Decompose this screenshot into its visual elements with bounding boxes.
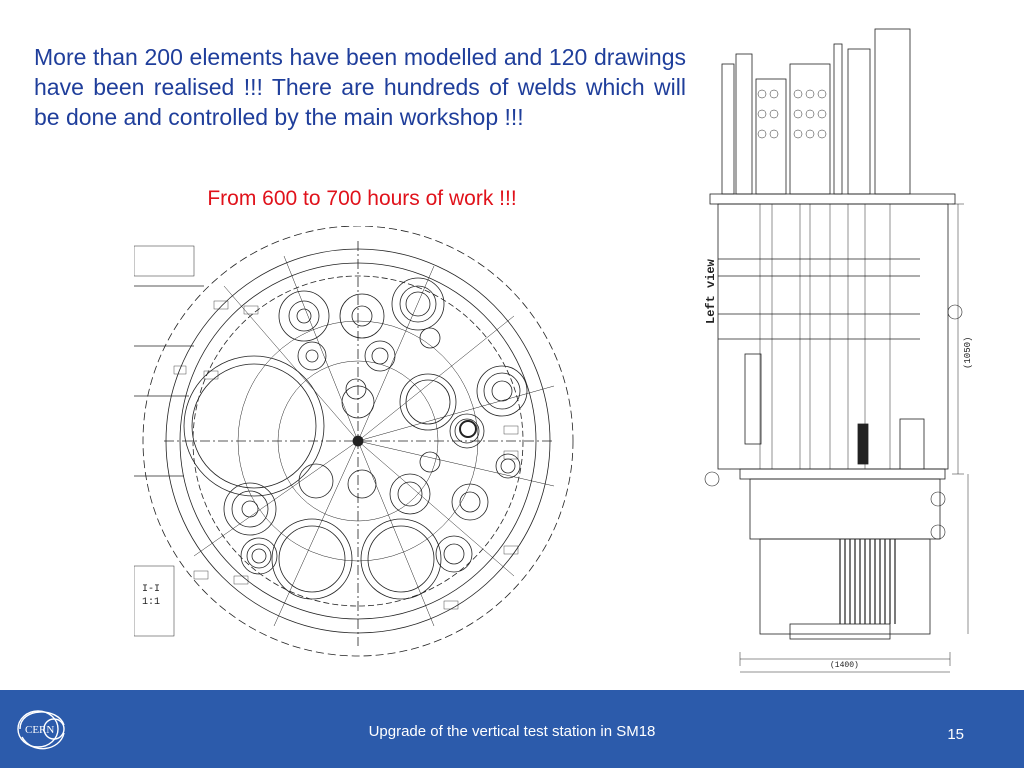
footer-bar (0, 690, 1024, 768)
scale-label: 1:1 (142, 597, 161, 608)
page-number: 15 (947, 726, 964, 743)
cern-logo (10, 699, 74, 759)
width-dimension: (1400) (830, 661, 859, 670)
highlight-text: From 600 to 700 hours of work !!! (207, 187, 517, 210)
section-label: I-I (142, 584, 161, 595)
footer-title: Upgrade of the vertical test station in SM18 (368, 723, 656, 740)
body-text: More than 200 elements have been modelled and 120 drawings have been realised !!! There are hundreds of welds which will be done and controlled by the main workshop !!! (34, 44, 686, 130)
side-view-drawing (700, 24, 980, 679)
logo-text: CERN (25, 724, 55, 736)
height-dimension: (1050) (963, 336, 973, 369)
side-view-label: Left view (704, 259, 718, 324)
flange-drawing (134, 226, 580, 672)
